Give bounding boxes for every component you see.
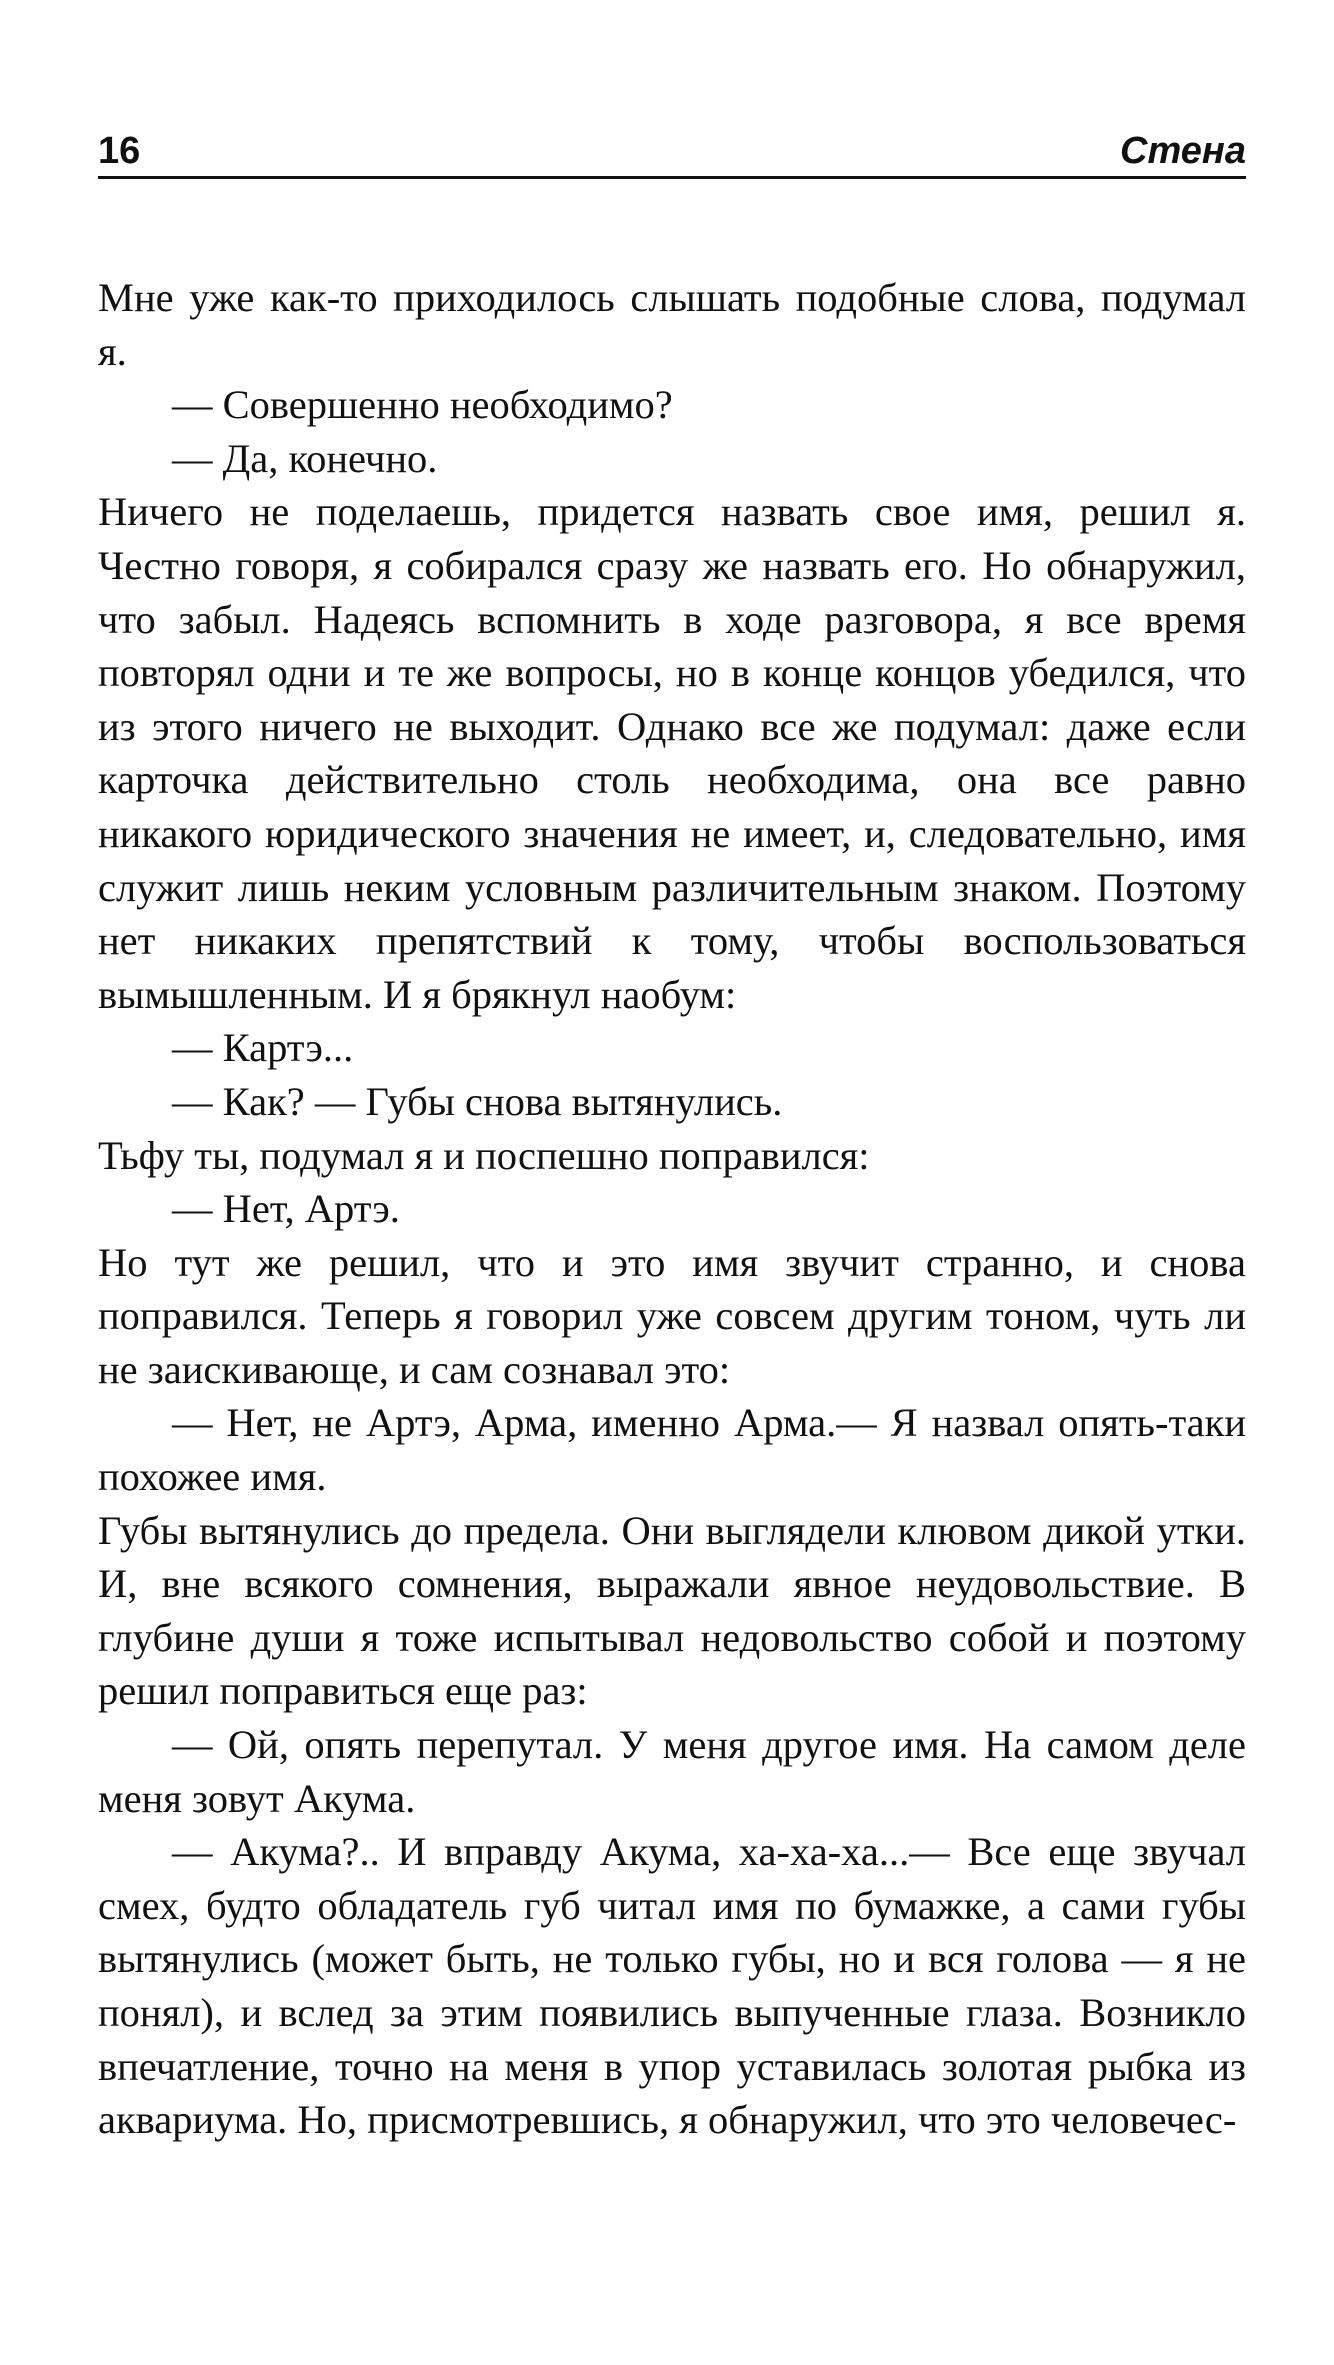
page-number: 16 bbox=[98, 130, 141, 172]
book-page bbox=[98, 120, 1246, 2147]
paragraph-9: Но тут же решил, что и это имя звучит странно, и снова поправился. Теперь я говорил уже совсем другим тоном, чуть ли не заискивающе, и сам сознавал это: bbox=[98, 1239, 1246, 1392]
paragraph-5: — Картэ... bbox=[172, 1025, 354, 1071]
paragraph-12: — Ой, опять перепутал. У меня другое имя. На самом деле меня зовут Акума. bbox=[98, 1722, 1246, 1821]
paragraph-13: — Акума?.. И вправду Акума, ха-ха-ха...— Все еще звучал смех, будто обладатель губ читал имя по бумажке, а сами губы вытянулись (может быть, не только губы, но и вся голова — я не понял), и вслед за этим появились выпученные глаза. Возникло впечатление, точно на меня в упор уставилась золотая рыбка из аквариума. Но, присмотревшись, я обнаружил, что это человечес- bbox=[98, 1829, 1246, 2143]
paragraph-6: — Как? — Губы снова вытянулись. bbox=[172, 1078, 783, 1124]
body-text bbox=[98, 271, 1246, 2147]
paragraph-10: — Нет, не Артэ, Арма, именно Арма.— Я назвал опять-таки похожее имя. bbox=[98, 1400, 1246, 1500]
paragraph-11: Губы вытянулись до предела. Они выглядели клювом дикой утки. И, вне всякого сомнения, выражали явное неудовольствие. В глубине души я тоже испытывал недовольство собой и поэтому решил поправиться еще раз: bbox=[98, 1507, 1246, 1714]
paragraph-3: — Да, конечно. bbox=[172, 435, 438, 481]
paragraph-4: Ничего не поделаешь, придется назвать свое имя, решил я. Честно говоря, я собирался сразу же назвать его. Но обнаружил, что забыл. Надеясь вспомнить в ходе разговора, я все время повторял одни и те же вопросы, но в конце концов убедился, что из этого ничего не выходит. Однако все же подумал: даже если карточка действительно столь необходима, она все равно никакого юридического значения не имеет, и, следовательно, имя служит лишь неким условным различительным знаком. Поэтому нет никаких препятствий к тому, чтобы воспользоваться вымышленным. И я брякнул наобум: bbox=[98, 489, 1246, 1017]
paragraph-8: — Нет, Артэ. bbox=[172, 1186, 400, 1232]
paragraph-1: Мне уже как-то приходилось слышать подобные слова, подумал я. bbox=[98, 275, 1246, 374]
paragraph-2: — Совершенно необходимо? bbox=[172, 382, 673, 428]
running-head bbox=[98, 120, 1246, 179]
book-title: Стена bbox=[1120, 130, 1246, 172]
paragraph-7: Тьфу ты, подумал я и поспешно поправился: bbox=[98, 1132, 870, 1178]
